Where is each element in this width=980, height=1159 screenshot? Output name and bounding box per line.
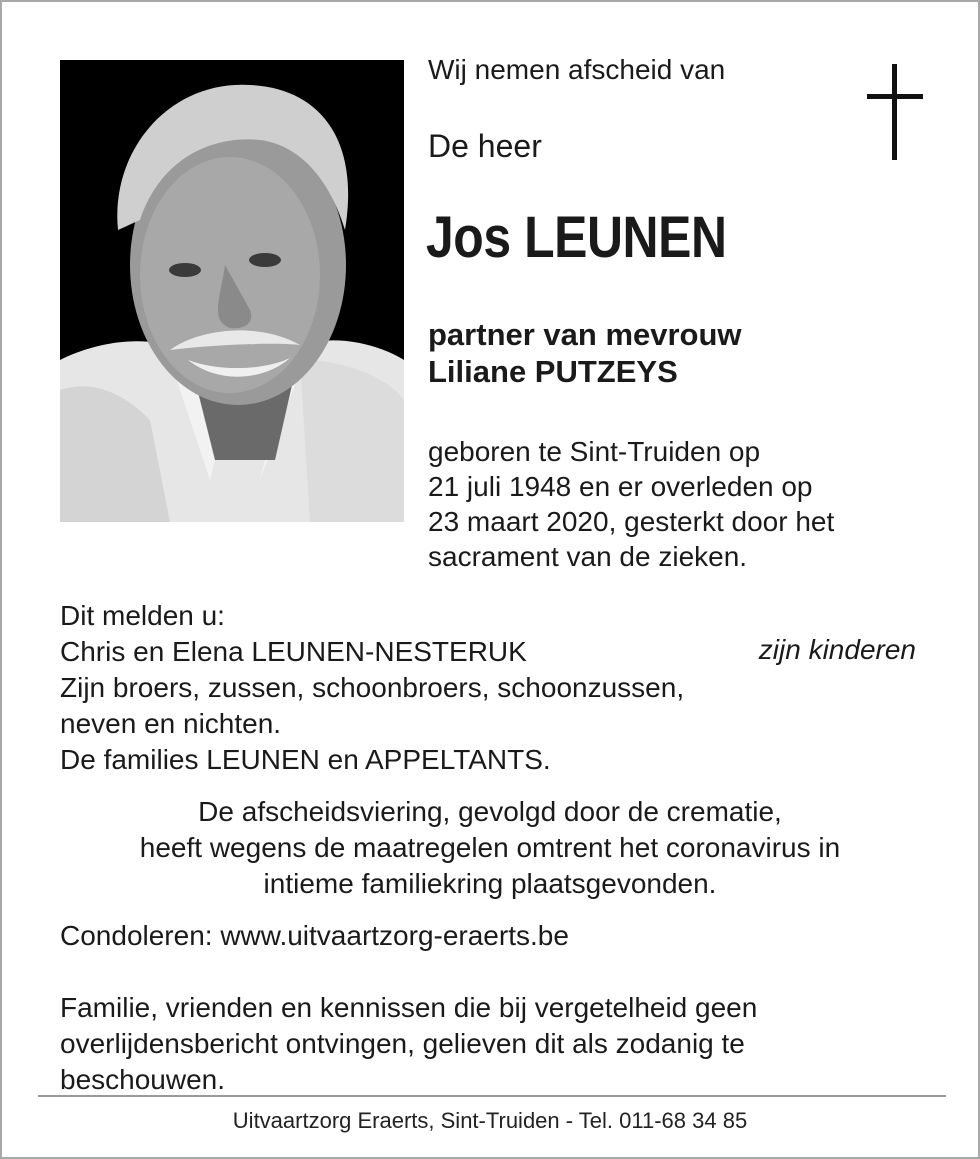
birth-death-line: 21 juli 1948 en er overleden op [428,471,813,502]
notify-heading: Dit melden u: [60,600,225,631]
notice-line: Familie, vrienden en kennissen die bij vergetelheid geen [60,992,758,1023]
deceased-name: Jos LEUNEN [426,205,727,270]
condolences-link[interactable]: Condoleren: www.uitvaartzorg-eraerts.be [60,920,569,951]
notice-line: overlijdensbericht ontvingen, gelieven dit als zodanig te [60,1028,745,1059]
footer-divider [38,1095,946,1097]
ceremony-line: heeft wegens de maatregelen omtrent het coronavirus in [139,832,841,863]
birth-death-info [428,434,834,574]
family-line: De families LEUNEN en APPELTANTS. [60,744,551,775]
children-names: Chris en Elena LEUNEN-NESTERUK [60,636,527,667]
portrait-illustration [60,60,404,522]
ceremony-info [2,794,978,902]
birth-death-line: sacrament van de zieken. [428,541,748,572]
notice-text [60,990,757,1098]
cross-icon [867,64,923,160]
family-line: Zijn broers, zussen, schoonbroers, schoonzussen, [60,672,685,703]
partner-line: partner van mevrouw [428,317,742,352]
intro-text: Wij nemen afscheid van [428,54,726,85]
portrait-photo [60,60,404,522]
partner-line: Liliane PUTZEYS [428,354,678,389]
partner-info [428,316,742,390]
notice-line: beschouwen. [60,1064,226,1095]
honorific: De heer [428,128,542,164]
birth-death-line: 23 maart 2020, gesterkt door het [428,506,835,537]
birth-death-line: geboren te Sint-Truiden op [428,436,761,467]
ceremony-line: intieme familiekring plaatsgevonden. [263,868,717,899]
family-line: neven en nichten. [60,708,282,739]
children-role: zijn kinderen [758,634,916,665]
ceremony-line: De afscheidsviering, gevolgd door de crematie, [198,796,782,827]
funeral-home-footer: Uitvaartzorg Eraerts, Sint-Truiden - Tel. 011-68 34 85 [232,1108,748,1133]
family-notification [60,598,684,778]
